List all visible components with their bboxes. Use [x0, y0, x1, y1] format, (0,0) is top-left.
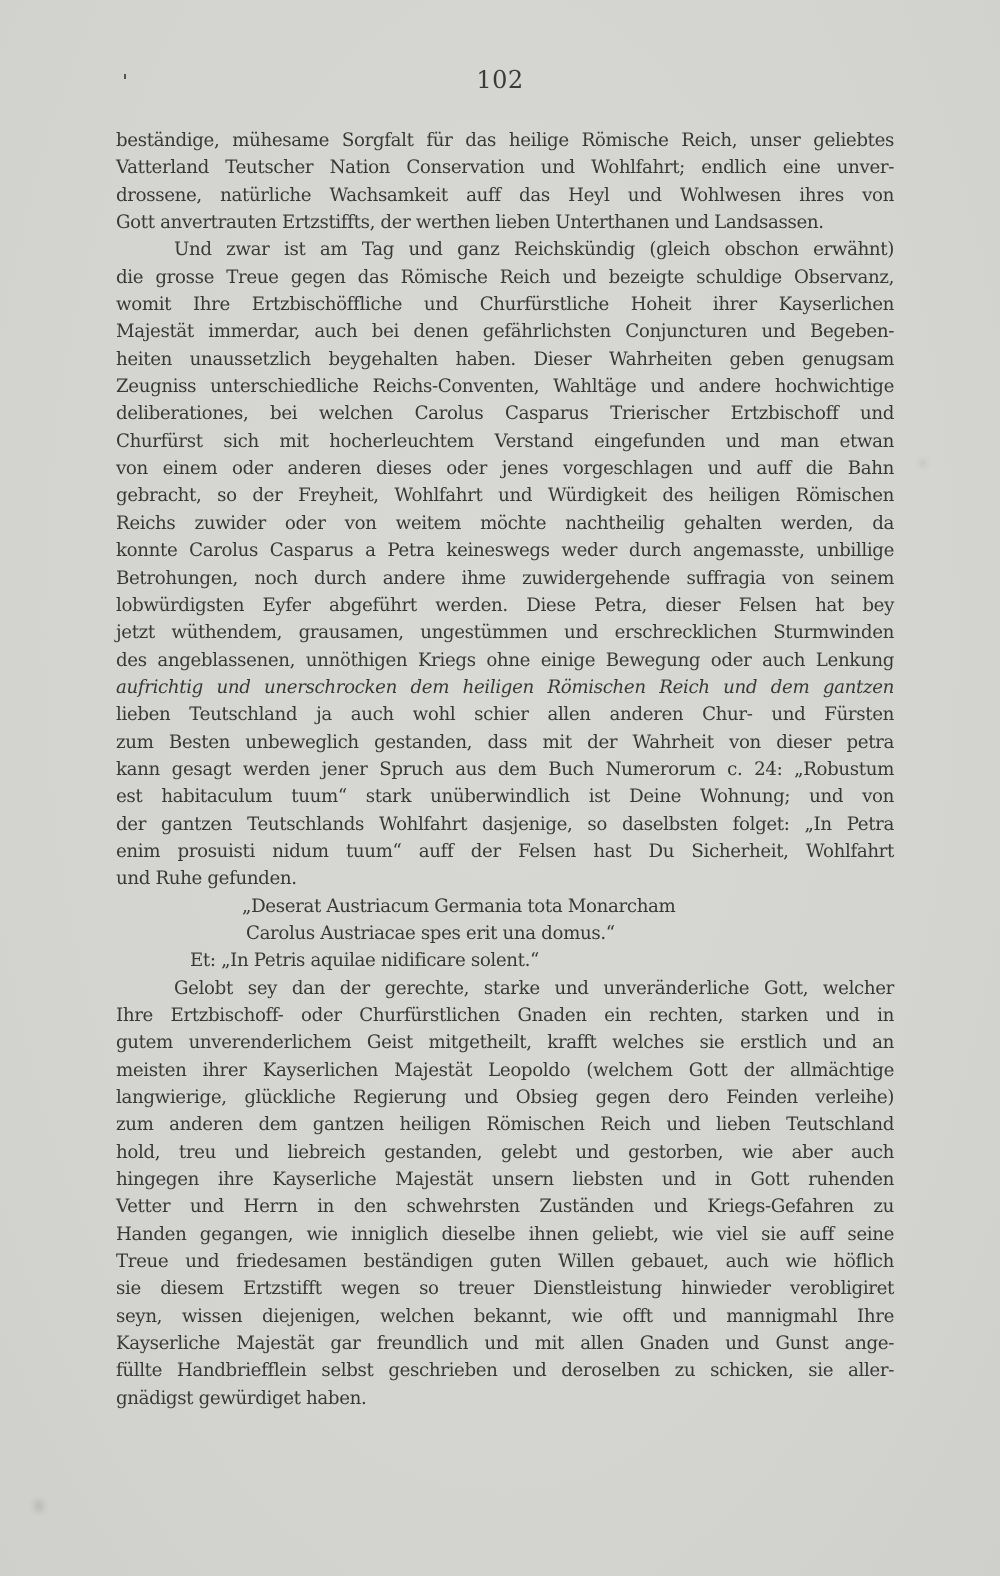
text-line: sie diesem Ertzstifft wegen so treuer Dienstleistung hinwieder verobligiret [116, 1278, 894, 1300]
text-line: Betrohungen, noch durch andere ihme zuwidergehende suffragia von seinem [116, 567, 894, 589]
verse-quotation [116, 893, 894, 975]
body-text [116, 127, 894, 1412]
text-line: Zeugniss unterschiedliche Reichs-Conventen, Wahltäge und andere hochwichtige [116, 376, 894, 398]
text-line: seyn, wissen diejenigen, welchen bekannt, wie offt und mannigmahl Ihre [116, 1305, 894, 1327]
text-line: die grosse Treue gegen das Römische Reich und bezeigte schuldige Observanz, [116, 266, 894, 288]
text-line: des angeblassenen, unnöthigen Kriegs ohne einige Bewegung oder auch Lenkung [116, 649, 894, 671]
text-line: lobwürdigsten Eyfer abgeführt werden. Diese Petra, dieser Felsen hat bey [116, 594, 894, 616]
text-line: langwierige, glückliche Regierung und Obsieg gegen dero Feinden verleihe) [116, 1087, 894, 1109]
text-line: drossene, natürliche Wachsamkeit auff das Heyl und Wohlwesen ihres von [116, 184, 894, 206]
text-line: Kayserliche Majestät gar freundlich und mit allen Gnaden und Gunst ange- [116, 1333, 894, 1355]
text-line: Vatterland Teutscher Nation Conservation und Wohlfahrt; endlich eine unver- [116, 157, 894, 179]
text-line: konnte Carolus Casparus a Petra keineswegs weder durch angemasste, unbillige [116, 540, 894, 562]
page-number: 102 [476, 66, 524, 94]
text-line: Reichs zuwider oder von weitem möchte nachtheilig gehalten werden, da [116, 512, 894, 534]
paragraph [116, 236, 894, 892]
text-line: Churfürst sich mit hocherleuchtem Verstand eingefunden und man etwan [116, 430, 894, 452]
text-line: zum Besten unbeweglich gestanden, dass mit der Wahrheit von dieser petra [116, 731, 894, 753]
text-line: aufrichtig und unerschrocken dem heiligen Römischen Reich und dem gantzen [116, 676, 894, 698]
verse-line: „Deserat Austriacum Germania tota Monarcham [242, 895, 676, 917]
paragraph [116, 975, 894, 1413]
text-line: Majestät immerdar, auch bei denen gefährlichsten Conjuncturen und Begeben- [116, 321, 894, 343]
paper-smudge [920, 460, 926, 466]
text-line: und Ruhe gefunden. [116, 868, 297, 890]
text-line: meisten ihrer Kayserlichen Majestät Leopoldo (welchem Gott der allmächtige [116, 1059, 894, 1081]
text-line: gutem unverenderlichem Geist mitgetheilt, krafft welches sie erstlich und an [116, 1032, 894, 1054]
verse-line: Et: „In Petris aquilae nidificare solent.“ [190, 950, 540, 972]
paper-smudge [34, 1500, 44, 1512]
text-line: füllte Handbriefflein selbst geschrieben und deroselben zu schicken, sie aller- [116, 1360, 894, 1382]
text-line: kann gesagt werden jener Spruch aus dem Buch Numerorum c. 24: „Robustum [116, 758, 894, 780]
text-line: womit Ihre Ertzbischöffliche und Churfürstliche Hoheit ihrer Kayserlichen [116, 294, 894, 316]
text-line: Gott anvertrauten Ertzstiffts, der werthen lieben Unterthanen und Landsassen. [116, 212, 824, 234]
text-line: beständige, mühesame Sorgfalt für das heilige Römische Reich, unser geliebtes [116, 130, 894, 151]
text-line: Vetter und Herrn in den schwehrsten Zuständen und Kriegs-Gefahren zu [116, 1196, 894, 1218]
text-line: Gelobt sey dan der gerechte, starke und unveränderliche Gott, welcher [174, 977, 894, 999]
text-line: heiten unaussetzlich beygehalten haben. Dieser Wahrheiten geben genugsam [116, 348, 894, 370]
text-line: jetzt wüthendem, grausamen, ungestümmen und erschrecklichen Sturmwinden [116, 622, 894, 644]
text-line: von einem oder anderen dieses oder jenes vorgeschlagen und auff die Bahn [116, 458, 894, 480]
text-line: Und zwar ist am Tag und ganz Reichskündig (gleich obschon erwähnt) [174, 239, 894, 261]
paragraph-continuation [116, 127, 894, 236]
text-line: enim prosuisti nidum tuum“ auff der Felsen hast Du Sicherheit, Wohlfahrt [116, 840, 894, 862]
text-line: hingegen ihre Kayserliche Majestät unsern liebsten und in Gott ruhenden [116, 1169, 894, 1191]
text-line: Treue und friedesamen beständigen guten Willen gebauet, auch wie höflich [116, 1251, 894, 1273]
text-line: Handen gegangen, wie inniglich dieselbe ihnen geliebt, wie viel sie auff seine [116, 1223, 894, 1245]
text-line: Ihre Ertzbischoff- oder Churfürstlichen Gnaden ein rechten, starken und in [116, 1005, 894, 1026]
text-line: zum anderen dem gantzen heiligen Römischen Reich und lieben Teutschland [116, 1114, 894, 1136]
text-line: est habitaculum tuum“ stark unüberwindlich ist Deine Wohnung; und von [116, 786, 894, 808]
verse-line: Carolus Austriacae spes erit una domus.“ [246, 922, 615, 944]
text-line: gnädigst gewürdiget haben. [116, 1387, 367, 1409]
text-line: gebracht, so der Freyheit, Wohlfahrt und Würdigkeit des heiligen Römischen [116, 485, 894, 507]
text-line: lieben Teutschland ja auch wohl schier allen anderen Chur- und Fürsten [116, 704, 894, 726]
text-line: der gantzen Teutschlands Wohlfahrt dasjenige, so daselbsten folget: „In Petra [116, 813, 894, 835]
text-line: hold, treu und liebreich gestanden, gelebt und gestorben, wie aber auch [116, 1141, 894, 1163]
text-line: deliberationes, bei welchen Carolus Casparus Trierischer Ertzbischoff und [116, 403, 894, 425]
